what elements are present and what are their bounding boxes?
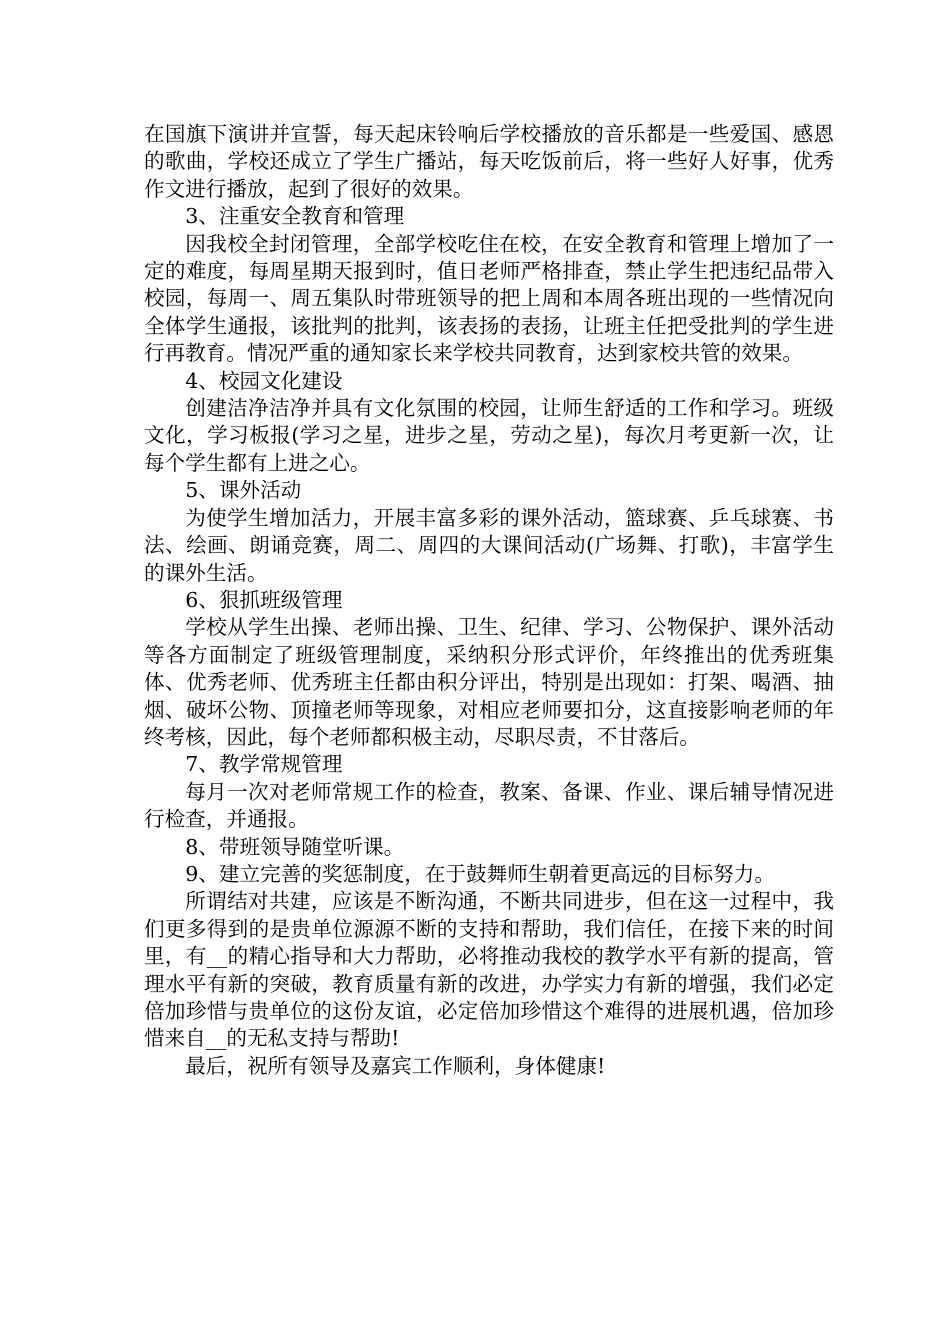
section-heading: 5、课外活动 <box>185 478 302 503</box>
paragraph: 为使学生增加活力，开展丰富多彩的课外活动，篮球赛、乒乓球赛、书法、绘画、朗诵竞赛，周二、周四的大课间活动(广场舞、打歌)，丰富学生的课外生活。 <box>144 505 834 585</box>
paragraph: 9、建立完善的奖惩制度，在于鼓舞师生朝着更高远的目标努力。 <box>185 861 775 886</box>
section-heading: 7、教学常规管理 <box>185 752 343 777</box>
document-body <box>144 121 834 1080</box>
section-heading: 8、带班领导随堂听课。 <box>185 834 405 859</box>
paragraph: 所谓结对共建，应该是不断沟通，不断共同进步，但在这一过程中，我们更多得到的是贵单位源源不断的支持和帮助，我们信任，在接下来的时间里，有__的精心指导和大力帮助，必将推动我校的教学水平有新的提高，管理水平有新的突破，教育质量有新的改进，办学实力有新的增强，我们必定倍加珍惜与贵单位的这份友谊，必定倍加珍惜这个难得的进展机遇，倍加珍惜来自__的无私支持与帮助! <box>144 889 834 1051</box>
section-heading: 3、注重安全教育和管理 <box>185 204 405 229</box>
section-heading: 6、狠抓班级管理 <box>185 587 343 612</box>
paragraph: 学校从学生出操、老师出操、卫生、纪律、学习、公物保护、课外活动等各方面制定了班级管理制度，采纳积分形式评价，年终推出的优秀班集体、优秀老师、优秀班主任都由积分评出，特别是出现如：打架、喝酒、抽烟、破坏公物、顶撞老师等现象，对相应老师要扣分，这直接影响老师的年终考核，因此，每个老师都积极主动，尽职尽责，不甘落后。 <box>144 615 834 749</box>
section-heading: 4、校园文化建设 <box>185 368 343 393</box>
paragraph: 每月一次对老师常规工作的检查，教案、备课、作业、课后辅导情况进行检查，并通报。 <box>144 779 834 832</box>
paragraph: 在国旗下演讲并宣誓，每天起床铃响后学校播放的音乐都是一些爱国、感恩的歌曲，学校还成立了学生广播站，每天吃饭前后，将一些好人好事，优秀作文进行播放，起到了很好的效果。 <box>144 122 834 201</box>
paragraph: 因我校全封闭管理，全部学校吃住在校，在安全教育和管理上增加了一定的难度，每周星期天报到时，值日老师严格排查，禁止学生把违纪品带入校园，每周一、周五集队时带班领导的把上周和本周各班出现的一些情况向全体学生通报，该批判的批判，该表扬的表扬，让班主任把受批判的学生进行再教育。情况严重的通知家长来学校共同教育，达到家校共管的效果。 <box>144 231 834 366</box>
closing-paragraph: 最后，祝所有领导及嘉宾工作顺利，身体健康! <box>185 1053 606 1078</box>
paragraph: 创建洁净洁净并具有文化氛围的校园，让师生舒适的工作和学习。班级文化，学习板报(学习之星，进步之星，劳动之星)，每次月考更新一次，让每个学生都有上进之心。 <box>144 396 834 475</box>
